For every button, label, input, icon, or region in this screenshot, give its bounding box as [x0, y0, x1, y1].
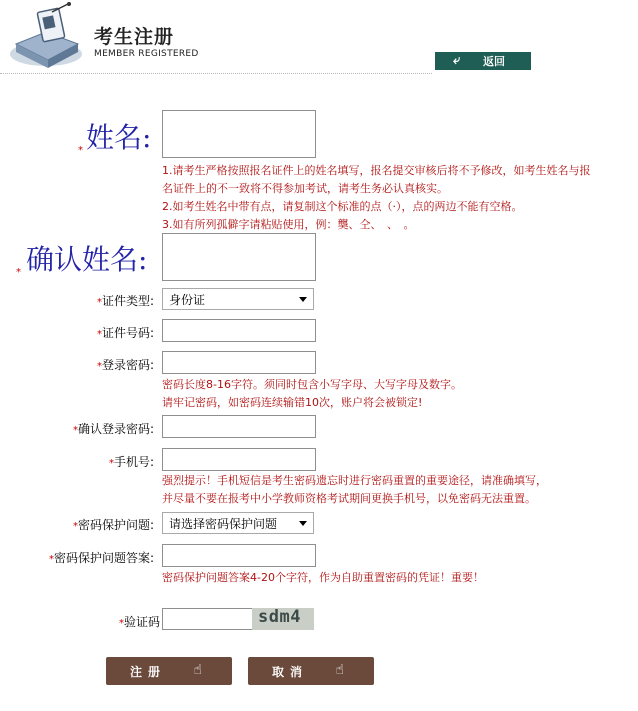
captcha-image-text: sdm4	[258, 608, 301, 627]
password-input[interactable]	[162, 351, 316, 374]
security-question-select[interactable]	[162, 512, 314, 534]
name-notes	[162, 162, 591, 234]
security-answer-note: 密码保护问题答案4-20个字符，作为自助重置密码的凭证！重要！	[162, 571, 484, 584]
id-type-select[interactable]	[162, 288, 314, 310]
captcha-label: *验证码	[118, 615, 160, 629]
password-label: *登录密码:	[96, 358, 154, 372]
id-type-value: 身份证	[169, 292, 206, 307]
confirm-name-input[interactable]	[162, 233, 316, 281]
back-button[interactable]	[435, 52, 531, 70]
confirm-password-label: *确认登录密码:	[72, 422, 154, 436]
chevron-down-icon	[299, 297, 307, 302]
back-button-label: 返回	[483, 55, 505, 68]
name-note-1: 1.请考生严格按照报名证件上的姓名填写，报名提交审核后将不予修改，如考生姓名与报	[162, 164, 591, 177]
name-input[interactable]	[162, 110, 316, 158]
password-notes	[162, 376, 462, 412]
phone-label: *手机号:	[108, 455, 154, 469]
id-card-icon	[6, 2, 88, 74]
name-note-2: 名证件上的不一致将不得参加考试，请考生务必认真核实。	[162, 182, 448, 195]
password-note-2: 请牢记密码，如密码连续输错10次，账户将会被锁定!	[162, 396, 423, 409]
id-type-label: *证件类型:	[96, 294, 154, 308]
id-number-input[interactable]	[162, 319, 316, 342]
name-note-4: 3.如有所列孤僻字请粘贴使用，例：龑、仝、 、 。	[162, 218, 415, 231]
security-answer-label: *密码保护问题答案:	[48, 551, 154, 565]
name-label: 姓名:	[86, 121, 152, 154]
back-arrow-icon: ⤶	[453, 53, 461, 68]
pointer-hand-icon: ☝	[193, 662, 202, 678]
header-divider	[0, 73, 432, 74]
phone-notes	[162, 472, 547, 508]
name-note-3: 2.如考生姓名中带有点，请复制这个标准的点（·），点的两边不能有空格。	[162, 200, 523, 213]
name-required-mark: *	[78, 145, 83, 156]
captcha-image[interactable]	[252, 608, 314, 630]
cancel-button-label: 取消	[272, 664, 309, 679]
phone-note-1: 强烈提示！手机短信是考生密码遗忘时进行密码重置的重要途径，请准确填写，	[162, 474, 547, 487]
password-note-1: 密码长度8-16字符。须同时包含小写字母、大写字母及数字。	[162, 378, 462, 391]
id-number-label: *证件号码:	[96, 326, 154, 340]
confirm-name-label: 确认姓名:	[26, 243, 148, 276]
phone-note-2: 并尽量不要在报考中小学教师资格考试期间更换手机号，以免密码无法重置。	[162, 492, 536, 505]
security-answer-input[interactable]	[162, 544, 316, 567]
page-title: 考生注册	[94, 26, 175, 48]
captcha-input[interactable]	[162, 608, 254, 630]
phone-input[interactable]	[162, 448, 316, 471]
chevron-down-icon	[299, 521, 307, 526]
security-question-value: 请选择密码保护问题	[169, 516, 278, 531]
register-button[interactable]	[106, 657, 232, 685]
cancel-button[interactable]	[248, 657, 374, 685]
security-question-label: *密码保护问题:	[72, 518, 154, 532]
confirm-password-input[interactable]	[162, 415, 316, 438]
page-subtitle: MEMBER REGISTERED	[94, 49, 199, 59]
pointer-hand-icon: ☝	[335, 662, 344, 678]
register-button-label: 注册	[130, 664, 167, 679]
confirm-name-required-mark: *	[16, 267, 21, 278]
